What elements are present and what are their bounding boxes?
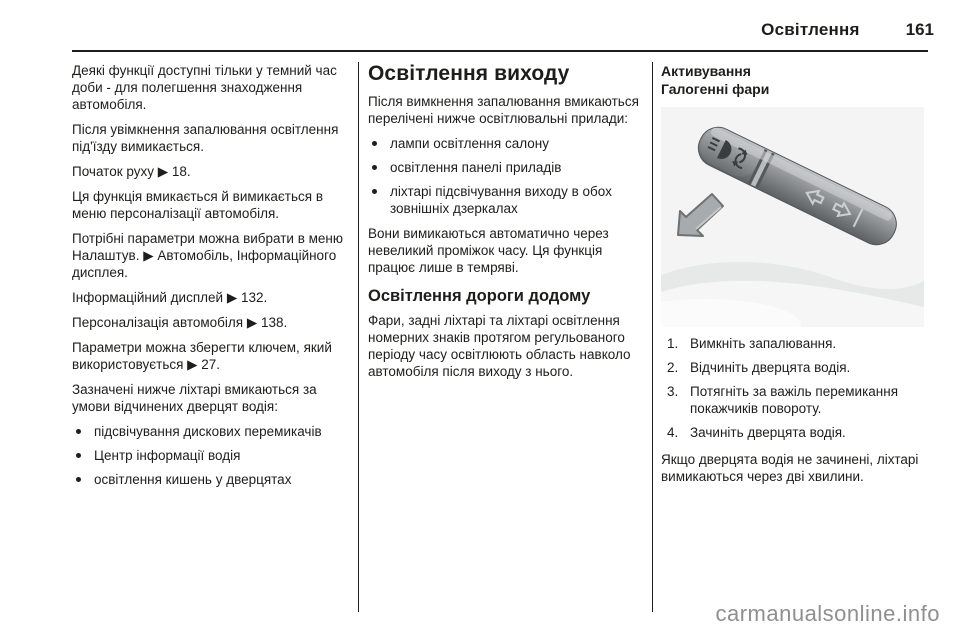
step-text: Зачиніть дверцята водія.: [690, 425, 846, 440]
column-divider-2: [652, 62, 653, 612]
paragraph: Після вимкнення запалювання вмикаються перелічені нижче освітлювальні прилади:: [368, 94, 639, 126]
section-title: Освітлення: [761, 20, 860, 39]
watermark: carmanualsonline.info: [715, 601, 940, 626]
paragraph: Потрібні параметри можна вибрати в меню Налаштув. ▶ Автомобіль, Інформаційного дисплея.: [72, 231, 344, 280]
page-header: [72, 20, 934, 40]
paragraph: Після увімкнення запалювання освітлення під'їзду вимикається.: [72, 122, 339, 154]
subsection-heading: Освітлення дороги додому: [368, 287, 591, 305]
paragraph: Якщо дверцята водія не зачинені, ліхтарі вимикаються через дві хвилини.: [661, 452, 919, 484]
list-item-text: освітлення кишень у дверцятах: [94, 472, 292, 487]
paragraph-with-page-ref: Параметри можна зберегти ключем, який використовується ▶ 27.: [72, 340, 332, 372]
stalk-illustration: [661, 107, 924, 327]
list-item-text: освітлення панелі приладів: [390, 160, 562, 175]
bullet-list: [368, 135, 648, 217]
list-item: [72, 423, 358, 440]
bullet-icon: [372, 189, 377, 194]
paragraph: Ця функція вмикається й вимикається в меню персоналізації автомобіля.: [72, 189, 324, 221]
bullet-icon: [76, 429, 81, 434]
step-item: [661, 383, 929, 417]
bullet-icon: [372, 141, 377, 146]
activation-steps: [661, 335, 929, 441]
paragraph: Вони вимикаються автоматично через невеликий проміжок часу. Ця функція працює лише в темряві.: [368, 226, 609, 275]
header-rule: [72, 50, 928, 52]
bullet-icon: [76, 453, 81, 458]
list-item: [368, 135, 648, 152]
paragraph-with-page-ref: Інформаційний дисплей ▶ 132.: [72, 290, 268, 305]
step-item: [661, 359, 929, 376]
list-item-text: ліхтарі підсвічування виходу в обох зовнішніх дзеркалах: [390, 184, 612, 216]
list-item: [368, 159, 648, 176]
section-heading: Освітлення виходу: [368, 62, 570, 85]
list-item: [368, 183, 648, 217]
paragraph: Деякі функції доступні тільки у темний час доби - для полегшення знаходження автомобіля.: [72, 63, 337, 112]
list-item: [72, 471, 358, 488]
list-item-text: підсвічування дискових перемикачів: [94, 424, 322, 439]
step-number: 4.: [667, 425, 679, 440]
halogen-headlamps-heading: Галогенні фари: [661, 81, 770, 97]
step-number: 2.: [667, 360, 679, 375]
column-right: [661, 62, 929, 493]
column-divider-1: [358, 62, 359, 612]
page-number: 161: [905, 20, 934, 39]
bullet-icon: [372, 165, 377, 170]
paragraph-with-page-ref: Початок руху ▶ 18.: [72, 164, 191, 179]
step-number: 3.: [667, 384, 679, 399]
list-item-text: лампи освітлення салону: [390, 136, 549, 151]
step-item: [661, 424, 929, 441]
column-center: [368, 62, 648, 388]
paragraph-with-page-ref: Персоналізація автомобіля ▶ 138.: [72, 315, 288, 330]
turn-signal-stalk-figure: [661, 107, 924, 327]
bullet-icon: [76, 477, 81, 482]
step-text: Вимкніть запалювання.: [690, 336, 837, 351]
bullet-list: [72, 423, 358, 488]
list-item: [72, 447, 358, 464]
step-number: 1.: [667, 336, 679, 351]
activation-heading: Активування: [661, 63, 751, 79]
step-item: [661, 335, 929, 352]
column-left: [72, 62, 358, 496]
paragraph: Фари, задні ліхтарі та ліхтарі освітлення номерних знаків протягом регульованого періоду часу освітлюють область навколо автомобіля після виходу з нього.: [368, 313, 631, 379]
paragraph: Зазначені нижче ліхтарі вмикаються за умови відчинених дверцят водія:: [72, 382, 317, 414]
step-text: Відчиніть дверцята водія.: [690, 360, 851, 375]
list-item-text: Центр інформації водія: [94, 448, 241, 463]
step-text: Потягніть за важіль перемикання покажчиків повороту.: [690, 384, 899, 416]
